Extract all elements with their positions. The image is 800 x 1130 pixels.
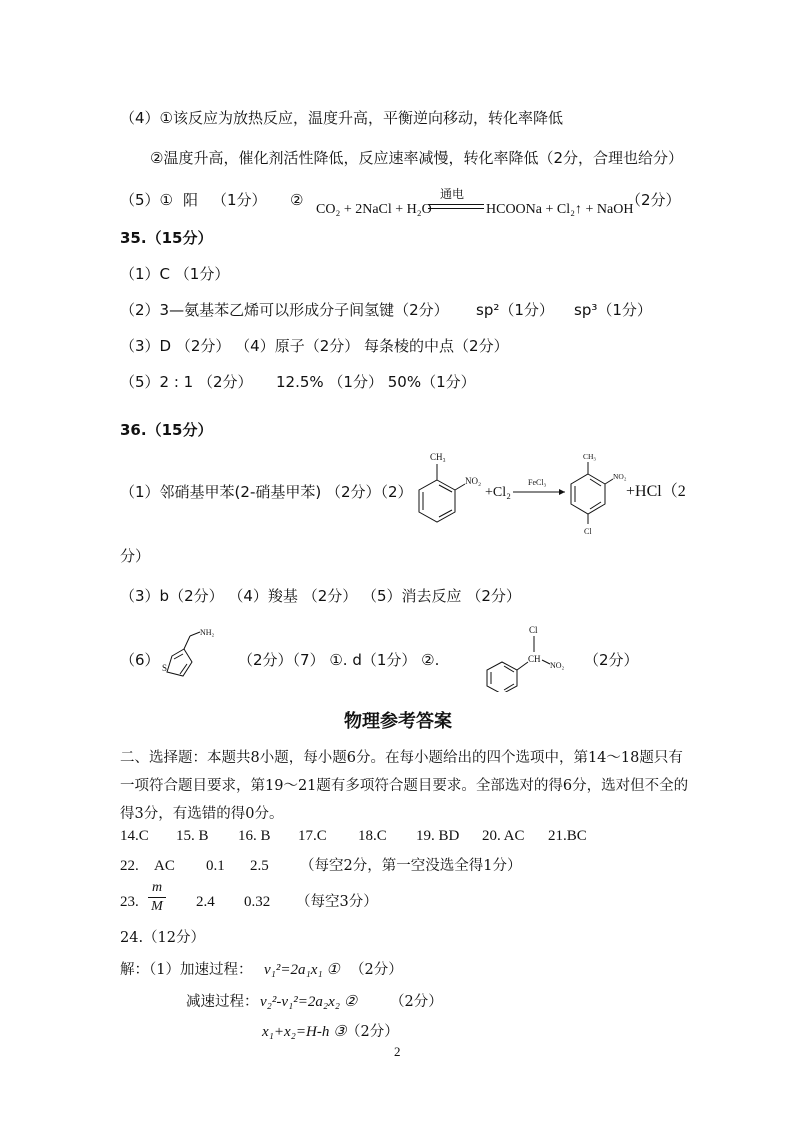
cl-label: Cl [584,527,592,536]
fraction-denominator: M [151,899,163,914]
q34-5-anode: 阳 [183,191,199,209]
q34-5-label: （5）① [120,191,173,209]
mc-answer: 16. B [238,828,271,844]
q22-note: （每空2分，第一空没选全得1分） [300,858,522,874]
q35-heading: 35.（15分） [120,229,213,247]
arrowhead [559,489,565,495]
fecl3-catalyst: FeCl₃ [528,478,547,487]
q24-step2-score: （2分） [390,994,443,1010]
q36-1-cont: 分） [120,547,151,565]
q35-5a: （5）2 : 1 （2分） [120,373,253,391]
q23-number: 23. [120,894,139,910]
q24-step2-equation: v₂²-v₁²=2a₂x₂ ② [260,994,358,1010]
physics-title: 物理参考答案 [344,711,452,732]
ch-label: CH [528,654,541,664]
q35-2c: sp³（1分） [574,301,652,319]
q22-answer-2: 0.1 [206,858,225,874]
q35-5b: 12.5% （1分） 50%（1分） [276,373,476,391]
fraction-numerator: m [151,880,163,895]
q23-answer-3: 0.32 [244,894,271,910]
physics-intro-line2: 一项符合题目要求，第19～21题有多项符合题目要求。全部选对的得6分，选对但不全的 [120,778,689,794]
q24-step1-score: （2分） [350,962,403,978]
q24-step3-score: （2分） [346,1024,399,1040]
cl-label: Cl [529,625,538,635]
q24-step3-equation: x₁+x₂=H-h ③ [262,1024,347,1040]
q36-7-score: （2分） [584,651,639,669]
o-nitrotoluene-structure [419,452,481,522]
mc-answer: 15. B [176,828,209,844]
q36-6-label: （6） [120,651,160,669]
q34-5-circle2: ② [290,191,304,209]
no2-label: NO₂ [613,472,627,481]
mc-answer: 14.C [120,828,149,844]
equation-double-line [428,204,484,209]
q35-2b: sp²（1分） [476,301,554,319]
q34-5-score2: （2分） [626,191,681,209]
q34-4-line2: ②温度升高，催化剂活性降低，反应速率减慢，转化率降低（2分，合理也给分） [150,149,683,167]
equation-reactants: CO₂ + 2NaCl + H₂O [316,202,432,217]
q23-answer-2: 2.4 [196,894,215,910]
mc-answer: 19. BD [416,828,460,844]
q24-step1-equation: v₁²=2a₁x₁ ① [264,962,340,978]
q23-note: （每空3分） [296,894,378,910]
q35-1: （1）C （1分） [120,265,230,283]
no2-label: NO₂ [465,476,482,486]
nh2-label: NH₂ [200,628,215,637]
plus-cl2: +Cl₂ [485,485,512,500]
no2-label: NO₂ [550,661,565,670]
q24-step2-label: 减速过程： [186,994,259,1010]
q22-answer-3: 2.5 [250,858,269,874]
q23-fraction [148,880,166,915]
equation-condition: 通电 [440,187,465,201]
sulfur-label: S [162,663,168,673]
physics-intro-line3: 得3分，有选错的得0分。 [120,806,284,822]
mc-answer: 21.BC [548,828,587,844]
thiophenemethylamine-structure [150,622,220,688]
q22-answer-1: AC [154,858,175,874]
q36-6-7: （2分）（7） ①. d（1分） ②. [238,651,440,669]
q34-4-line1: （4）①该反应为放热反应，温度升高，平衡逆向移动，转化率降低 [120,109,563,127]
plus-hcl: +HCl（2 [626,483,686,500]
q34-5-score1: （1分） [212,191,267,209]
q36-3-5: （3）b（2分） （4）羧基 （2分） （5）消去反应 （2分） [120,587,521,605]
q35-2a: （2）3—氨基苯乙烯可以形成分子间氢键（2分） [120,301,449,319]
chloronitrotoluene-structure [571,452,627,536]
q36-1: （1）邻硝基甲苯(2-硝基甲苯) （2分）（2） [120,483,413,501]
q24-step1-label: 解：（1）加速过程： [120,962,253,978]
fraction-bar [148,897,166,898]
ch3-label: CH₃ [430,452,446,462]
q22-number: 22. [120,858,139,874]
page-number: 2 [394,1044,401,1059]
ch3-label: CH₃ [583,452,597,461]
mc-answer: 17.C [298,828,327,844]
chloro-nitromethyl-benzene-structure [476,620,596,692]
equation-products: HCOONa + Cl₂↑ + NaOH [486,202,634,217]
mc-answer: 20. AC [482,828,525,844]
mc-answer: 18.C [358,828,387,844]
q35-3-4: （3）D （2分） （4）原子（2分） 每条棱的中点（2分） [120,337,509,355]
q36-heading: 36.（15分） [120,421,213,439]
physics-intro-line1: 二、选择题：本题共8小题，每小题6分。在每小题给出的四个选项中，第14～18题只有 [120,750,683,766]
q24-heading: 24.（12分） [120,930,206,946]
